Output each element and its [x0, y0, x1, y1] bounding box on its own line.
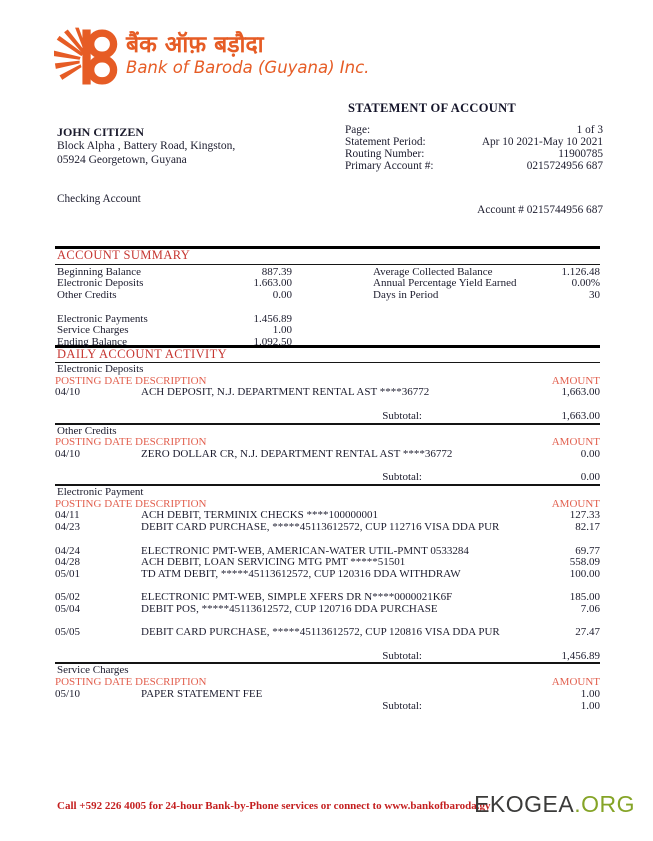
summary-value: 887.39 [261, 265, 292, 278]
account-summary-table [55, 265, 600, 349]
summary-label: Average Collected Balance [373, 265, 493, 278]
transaction-date: 04/11 [55, 509, 80, 522]
description-header: DESCRIPTION [135, 436, 207, 449]
subtotal-amount: 1.00 [580, 699, 600, 712]
statement-meta-row [345, 149, 603, 161]
subtotal-amount: 0.00 [580, 471, 600, 484]
transaction-row [55, 546, 600, 558]
summary-value: 1.126.48 [561, 265, 600, 278]
transaction-date: 04/23 [55, 521, 81, 534]
posting-date-header: POSTING DATE [55, 676, 133, 689]
transaction-row [55, 387, 600, 399]
activity-rows [55, 449, 600, 461]
transaction-date: 05/01 [55, 567, 81, 580]
summary-value: 1.00 [272, 324, 292, 337]
bank-name-english: Bank of Baroda (Guyana) Inc. [126, 58, 370, 77]
summary-row [57, 302, 292, 314]
description-header: DESCRIPTION [135, 374, 207, 387]
subtotal-row [55, 701, 600, 713]
transaction-description: TD ATM DEBIT, *****45113612572, CUP 120316 DDA WITHDRAW [141, 568, 461, 580]
subtotal-amount: 1,663.00 [561, 409, 600, 422]
activity-rows [55, 689, 600, 701]
daily-activity-heading: DAILY ACCOUNT ACTIVITY [55, 345, 600, 364]
transaction-amount: 185.00 [569, 591, 600, 604]
meta-value: Apr 10 2021-May 10 2021 [481, 135, 603, 148]
activity-column-headers [55, 677, 600, 689]
meta-value: 11900785 [558, 147, 603, 160]
description-header: DESCRIPTION [135, 497, 207, 510]
subtotal-row [55, 651, 600, 663]
transaction-date: 05/10 [55, 687, 81, 700]
row-gap [55, 581, 600, 593]
transaction-description: DEBIT CARD PURCHASE, *****45113612572, CUP 120816 VISA DDA PUR [141, 627, 500, 639]
summary-label: Service Charges [57, 324, 129, 337]
transaction-description: ELECTRONIC PMT-WEB, SIMPLE XFERS DR N****0000021K6F [141, 592, 453, 604]
transaction-date: 05/04 [55, 603, 81, 615]
meta-label: Page: [345, 124, 371, 136]
activity-column-headers [55, 437, 600, 449]
transaction-description: ACH DEBIT, TERMINIX CHECKS ****100000001 [141, 510, 379, 522]
subtotal-row [55, 411, 600, 423]
transaction-date: 05/05 [55, 626, 81, 639]
summary-value: 1.663.00 [253, 277, 292, 290]
summary-value: 1.092.50 [253, 336, 292, 349]
customer-address-line2: 05924 Georgetown, Guyana [57, 154, 187, 166]
subtotal-amount: 1,456.89 [561, 649, 600, 662]
transaction-description: DEBIT POS, *****45113612572, CUP 120716 DDA PURCHASE [141, 604, 438, 615]
summary-row [57, 337, 292, 349]
meta-label: Primary Account #: [345, 159, 434, 172]
row-gap [55, 534, 600, 546]
activity-section [55, 423, 600, 485]
transaction-amount: 558.09 [569, 556, 600, 569]
activity-rows [55, 387, 600, 399]
transaction-date: 04/10 [55, 447, 81, 460]
posting-date-header: POSTING DATE [55, 436, 133, 449]
transaction-date: 04/28 [55, 556, 81, 569]
posting-date-header: POSTING DATE [55, 374, 133, 387]
bank-name-hindi: बैंक ऑफ़ बड़ौदा [126, 32, 264, 58]
watermark-name: EKOGEA [474, 791, 575, 817]
activity-rows [55, 510, 600, 639]
subtotal-label: Subtotal: [382, 409, 422, 422]
amount-header: AMOUNT [551, 676, 600, 689]
transaction-date: 05/02 [55, 591, 81, 604]
transaction-description: ACH DEBIT, LOAN SERVICING MTG PMT *****51501 [141, 557, 406, 569]
transaction-row [55, 557, 600, 569]
transaction-row [55, 522, 600, 534]
transaction-row [55, 569, 600, 581]
ekogea-watermark [474, 791, 635, 818]
activity-section-name: Electronic Deposits [57, 363, 144, 375]
amount-header: AMOUNT [551, 374, 600, 387]
customer-name: JOHN CITIZEN [57, 125, 145, 139]
daily-activity-sections [55, 363, 600, 712]
transaction-row [55, 510, 600, 522]
summary-row [373, 290, 600, 302]
subtotal-row [55, 472, 600, 484]
bank-of-baroda-sun-icon [54, 26, 120, 88]
transaction-row [55, 604, 600, 616]
transaction-amount: 1,663.00 [561, 386, 600, 399]
summary-label: Annual Percentage Yield Earned [373, 277, 517, 290]
customer-address-line1: Block Alpha , Battery Road, Kingston, [57, 140, 236, 152]
activity-section-name: Electronic Payment [57, 486, 144, 498]
transaction-amount: 127.33 [569, 509, 600, 522]
summary-label: Ending Balance [57, 336, 127, 349]
meta-label: Routing Number: [345, 147, 425, 160]
meta-value: 1 of 3 [576, 124, 603, 136]
bank-logo [54, 26, 369, 88]
summary-value: 0.00 [272, 289, 292, 302]
description-header: DESCRIPTION [135, 676, 207, 689]
subtotal-label: Subtotal: [382, 649, 422, 662]
activity-section [55, 662, 600, 712]
transaction-description: DEBIT CARD PURCHASE, *****45113612572, CUP 112716 VISA DDA PUR [141, 522, 500, 534]
activity-section [55, 363, 600, 423]
amount-header: AMOUNT [551, 497, 600, 510]
account-number-line: Account # 0215744956 687 [477, 204, 603, 216]
transaction-amount: 69.77 [575, 544, 600, 557]
statement-meta-row [345, 161, 603, 173]
footer-phone-line: Call +592 226 4005 for 24-hour Bank-by-Phone services or connect to www.bankofbaroda.gy [57, 800, 491, 812]
posting-date-header: POSTING DATE [55, 497, 133, 510]
customer-address-block [57, 125, 235, 167]
transaction-row [55, 689, 600, 701]
summary-row [57, 290, 292, 302]
statement-title: STATEMENT OF ACCOUNT [348, 101, 517, 115]
statement-meta [345, 125, 603, 173]
meta-value: 0215724956 687 [526, 159, 603, 172]
transaction-date: 04/24 [55, 544, 81, 557]
statement-body [55, 246, 600, 712]
transaction-amount: 27.47 [575, 626, 600, 639]
meta-label: Statement Period: [345, 135, 426, 148]
transaction-amount: 0.00 [580, 447, 600, 460]
transaction-description: PAPER STATEMENT FEE [141, 688, 263, 700]
transaction-row [55, 627, 600, 639]
summary-label: Beginning Balance [57, 265, 142, 278]
activity-section-name: Service Charges [57, 664, 129, 677]
watermark-tld: .ORG [574, 791, 635, 817]
row-gap [55, 616, 600, 628]
summary-value: 30 [589, 289, 600, 302]
amount-header: AMOUNT [551, 436, 600, 449]
summary-label: Electronic Payments [57, 312, 148, 325]
summary-label: Electronic Deposits [57, 277, 144, 290]
transaction-amount: 100.00 [569, 567, 600, 580]
activity-section [55, 484, 600, 662]
transaction-description: ELECTRONIC PMT-WEB, AMERICAN-WATER UTIL-PMNT 0533284 [141, 545, 469, 557]
transaction-row [55, 449, 600, 461]
activity-column-headers [55, 376, 600, 388]
transaction-description: ZERO DOLLAR CR, N.J. DEPARTMENT RENTAL AST ****36772 [141, 448, 453, 460]
summary-left-column [57, 267, 292, 350]
transaction-amount: 1.00 [580, 687, 600, 700]
subtotal-label: Subtotal: [382, 699, 422, 712]
subtotal-label: Subtotal: [382, 471, 422, 484]
bank-logo-text [126, 32, 369, 78]
transaction-description: ACH DEPOSIT, N.J. DEPARTMENT RENTAL AST ****36772 [141, 387, 430, 399]
transaction-date: 04/10 [55, 386, 81, 399]
activity-section-name: Other Credits [57, 424, 117, 437]
transaction-amount: 82.17 [575, 521, 600, 534]
transaction-row [55, 592, 600, 604]
summary-value: 0.00% [571, 277, 600, 290]
summary-label: Days in Period [373, 289, 439, 302]
summary-value: 1.456.89 [253, 312, 292, 325]
summary-label: Other Credits [57, 289, 117, 302]
activity-column-headers [55, 499, 600, 511]
account-type-label: Checking Account [57, 193, 141, 205]
account-summary-heading: ACCOUNT SUMMARY [55, 246, 600, 265]
summary-right-column [373, 267, 600, 302]
transaction-amount: 7.06 [580, 603, 600, 615]
